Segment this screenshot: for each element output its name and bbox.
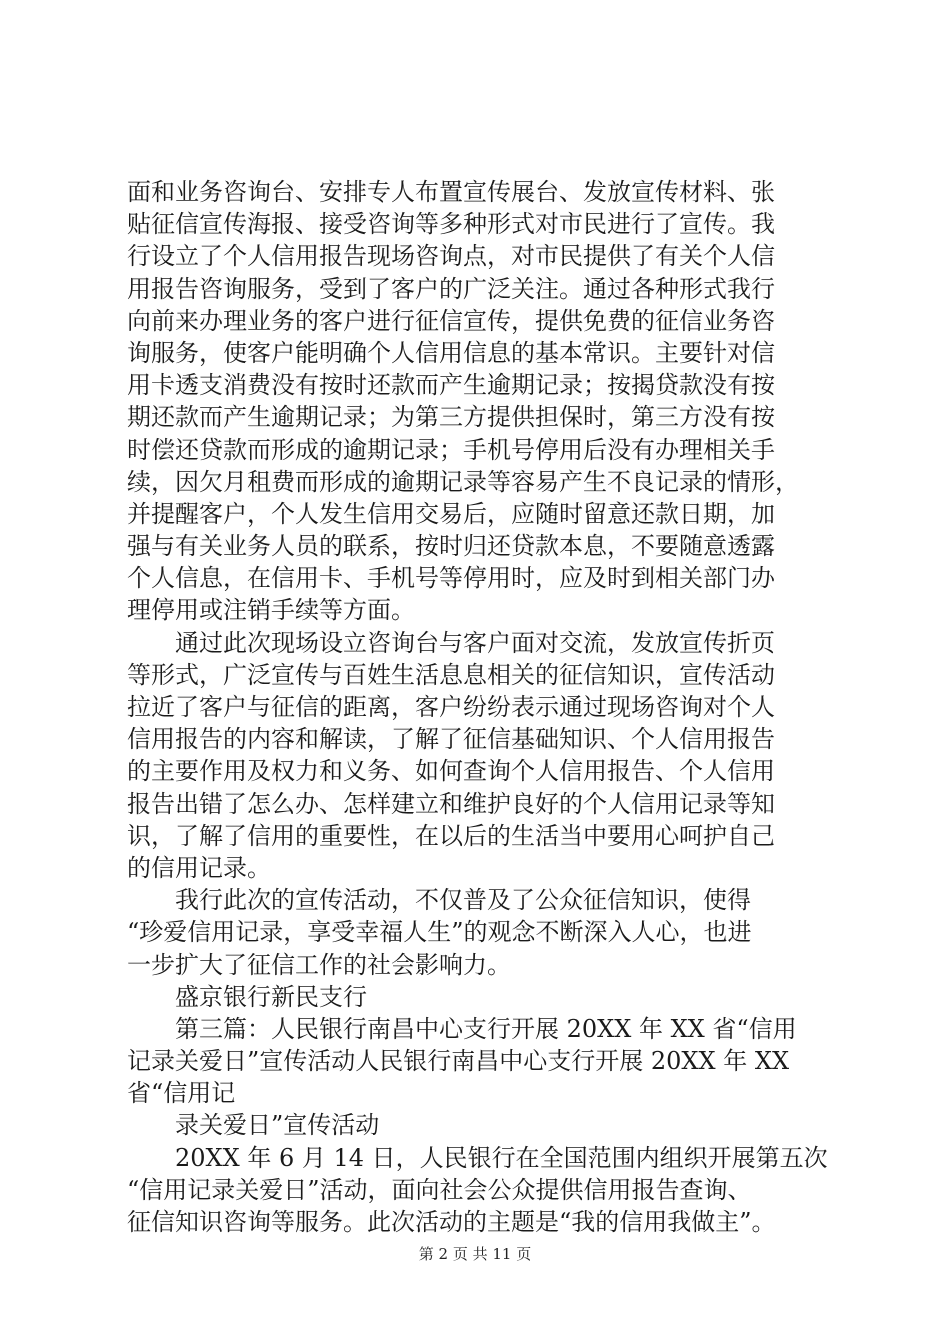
text-line: 行设立了个人信用报告现场咨询点，对市民提供了有关个人信: [127, 242, 775, 271]
text-line: 第三篇：人民银行南昌中心支行开展 20XX 年 XX 省“信用: [127, 1014, 797, 1043]
body-text: [127, 176, 867, 1238]
text-line: 的信用记录。: [127, 853, 271, 882]
text-line: 盛京银行新民支行: [127, 982, 367, 1011]
text-line: “信用记录关爱日”活动，面向社会公众提供信用报告查询、: [127, 1175, 752, 1204]
text-line: 向前来办理业务的客户进行征信宣传，提供免费的征信业务咨: [127, 306, 775, 335]
text-line: 理停用或注销手续等方面。: [127, 596, 415, 625]
text-line: 我行此次的宣传活动，不仅普及了公众征信知识，使得: [127, 886, 751, 915]
text-line: 征信知识咨询等服务。此次活动的主题是“我的信用我做主”。: [127, 1208, 776, 1236]
text-line: 贴征信宣传海报、接受咨询等多种形式对市民进行了宣传。我: [127, 210, 775, 239]
text-line: 等形式，广泛宣传与百姓生活息息相关的征信知识，宣传活动: [127, 660, 775, 689]
text-line: 通过此次现场设立咨询台与客户面对交流，发放宣传折页: [127, 628, 775, 657]
text-line: 拉近了客户与征信的距离，客户纷纷表示通过现场咨询对个人: [127, 693, 775, 721]
text-line: 20XX 年 6 月 14 日，人民银行在全国范围内组织开展第五次: [127, 1143, 828, 1172]
page-number-footer: 第 2 页 共 11 页: [418, 1245, 532, 1263]
text-line: 记录关爱日”宣传活动人民银行南昌中心支行开展 20XX 年 XX: [127, 1047, 790, 1076]
text-line: 用报告咨询服务，受到了客户的广泛关注。通过各种形式我行: [127, 274, 775, 303]
text-line: 用卡透支消费没有按时还款而产生逾期记录；按揭贷款没有按: [127, 371, 775, 400]
text-line: 面和业务咨询台、安排专人布置宣传展台、发放宣传材料、张: [127, 178, 775, 206]
text-line: 一步扩大了征信工作的社会影响力。: [127, 950, 511, 979]
text-line: 识，了解了信用的重要性，在以后的生活当中要用心呵护自己: [127, 821, 775, 850]
text-line: “珍爱信用记录，享受幸福人生”的观念不断深入人心，也进: [127, 918, 752, 947]
text-line: 信用报告的内容和解读，了解了征信基础知识、个人信用报告: [127, 725, 775, 754]
text-line: 报告出错了怎么办、怎样建立和维护良好的个人信用记录等知: [127, 789, 775, 818]
text-line: 期还款而产生逾期记录；为第三方提供担保时，第三方没有按: [127, 403, 775, 432]
text-line: 并提醒客户，个人发生信用交易后，应随时留意还款日期，加: [127, 499, 775, 528]
text-line: 省“信用记: [127, 1079, 236, 1108]
text-line: 录关爱日”宣传活动: [127, 1111, 380, 1140]
text-line: 个人信息，在信用卡、手机号等停用时，应及时到相关部门办: [127, 564, 775, 593]
text-line: 强与有关业务人员的联系，按时归还贷款本息，不要随意透露: [127, 532, 775, 561]
text-line: 询服务，使客户能明确个人信用信息的基本常识。主要针对信: [127, 338, 775, 367]
text-line: 的主要作用及权力和义务、如何查询个人信用报告、个人信用: [127, 757, 775, 786]
text-line: 续，因欠月租费而形成的逾期记录等容易产生不良记录的情形，: [127, 467, 799, 496]
text-line: 时偿还贷款而形成的逾期记录；手机号停用后没有办理相关手: [127, 435, 775, 464]
